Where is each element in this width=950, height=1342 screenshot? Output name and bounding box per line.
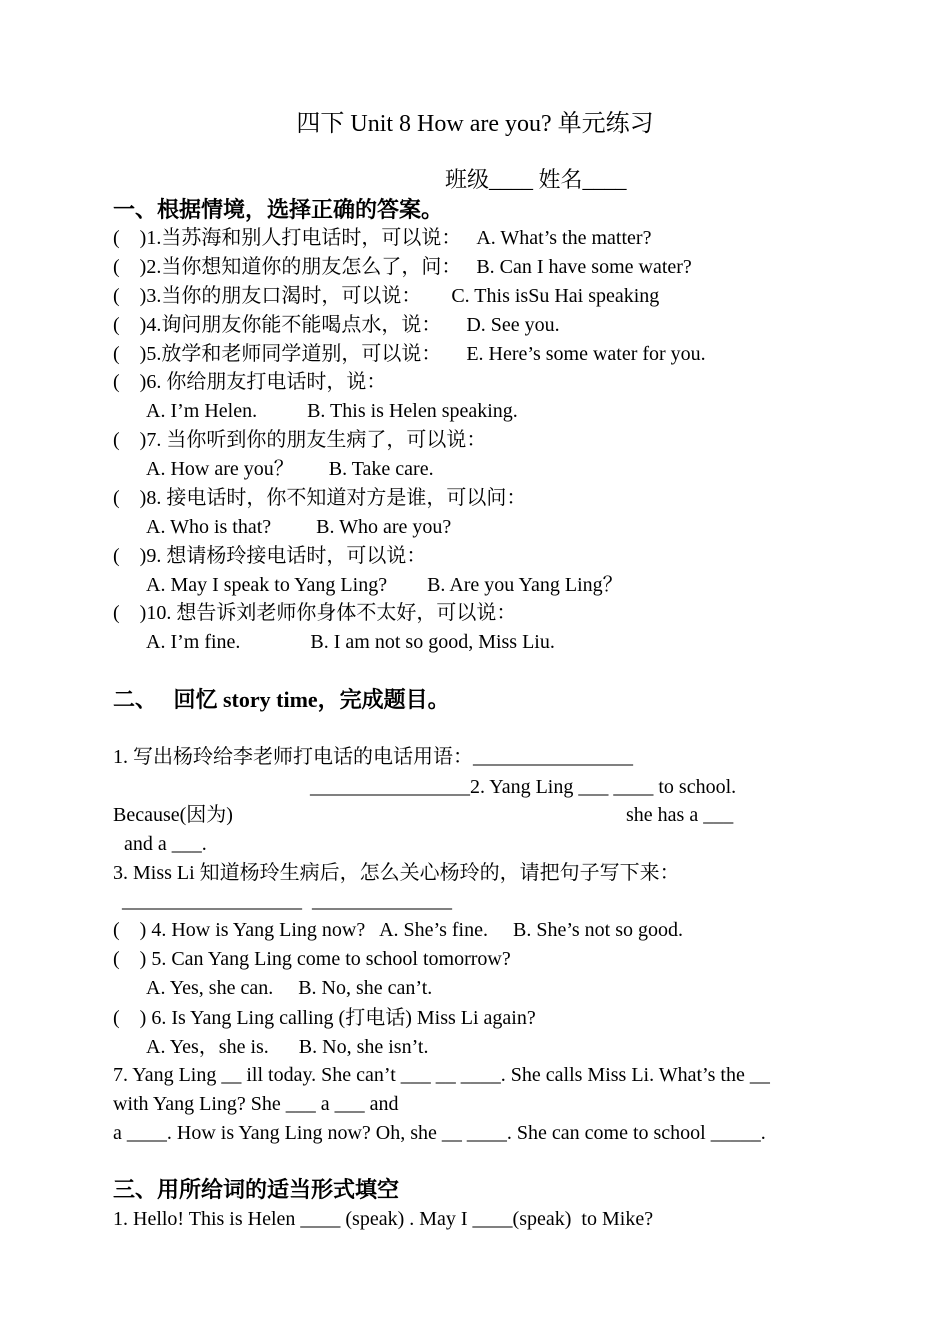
s1-question-7-options: A. How are you？ B. Take care. [146, 458, 434, 480]
section2-heading: 二、 回忆 story time，完成题目。 [113, 687, 450, 712]
s1-question-8: ( )8. 接电话时，你不知道对方是谁，可以问： [113, 487, 527, 509]
s1-question-6: ( )6. 你给朋友打电话时，说： [113, 371, 387, 393]
s1-question-5: ( )5.放学和老师同学道别，可以说： E. Here’s some water for you. [113, 343, 706, 365]
section3-heading: 三、用所给词的适当形式填空 [113, 1177, 400, 1202]
s1-question-8-options: A. Who is that? B. Who are you? [146, 516, 452, 538]
s1-question-9-options: A. May I speak to Yang Ling? B. Are you Yang Ling？ [146, 574, 623, 596]
s2-question-6: ( ) 6. Is Yang Ling calling (打电话) Miss Li again? [113, 1007, 536, 1029]
s2-she-has: she has a ___ [626, 804, 734, 826]
class-name-line: 班级____ 姓名____ [445, 167, 627, 192]
s2-question-5: ( ) 5. Can Yang Ling come to school tomorrow? [113, 948, 511, 970]
s1-question-10-options: A. I’m fine. B. I am not so good, Miss Liu. [146, 631, 555, 653]
s1-question-1: ( )1.当苏海和别人打电话时，可以说： A. What’s the matter? [113, 227, 652, 249]
s2-question-1: 1. 写出杨玲给李老师打电话的电话用语：________________ [113, 746, 633, 768]
s2-question-7-line-2: with Yang Ling? She ___ a ___ and [113, 1093, 399, 1115]
s1-question-10: ( )10. 想告诉刘老师你身体不太好，可以说： [113, 602, 517, 624]
s2-question-3-answer-lines: __________________ ______________ [122, 890, 452, 912]
s2-question-6-options: A. Yes，she is. B. No, she isn’t. [146, 1036, 429, 1058]
s2-and-a: and a ___. [124, 833, 207, 855]
s2-question-5-options: A. Yes, she can. B. No, she can’t. [146, 977, 433, 999]
section1-heading: 一、根据情境，选择正确的答案。 [113, 197, 444, 222]
s1-question-6-options: A. I’m Helen. B. This is Helen speaking. [146, 400, 518, 422]
s2-question-7-line-3: a ____. How is Yang Ling now? Oh, she __ ____. She can come to school _____. [113, 1122, 766, 1144]
s1-question-2: ( )2.当你想知道你的朋友怎么了，问： B. Can I have some water? [113, 256, 692, 278]
s2-because-label: Because(因为) [113, 804, 233, 826]
page-title: 四下 Unit 8 How are you? 单元练习 [296, 111, 654, 137]
s3-question-1: 1. Hello! This is Helen ____ (speak) . May I ____(speak) to Mike? [113, 1208, 654, 1230]
s2-question-7-line-1: 7. Yang Ling __ ill today. She can’t ___ __ ____. She calls Miss Li. What’s the __ [113, 1064, 770, 1086]
s1-question-9: ( )9. 想请杨玲接电话时，可以说： [113, 545, 427, 567]
s1-question-7: ( )7. 当你听到你的朋友生病了，可以说： [113, 429, 487, 451]
s2-question-2: ________________2. Yang Ling ___ ____ to school. [310, 776, 737, 798]
s2-question-4: ( ) 4. How is Yang Ling now? A. She’s fine. B. She’s not so good. [113, 919, 684, 941]
s2-question-3: 3. Miss Li 知道杨玲生病后，怎么关心杨玲的，请把句子写下来： [113, 862, 680, 884]
s1-question-4: ( )4.询问朋友你能不能喝点水，说： D. See you. [113, 314, 560, 336]
s1-question-3: ( )3.当你的朋友口渴时，可以说： C. This isSu Hai speaking [113, 285, 660, 307]
